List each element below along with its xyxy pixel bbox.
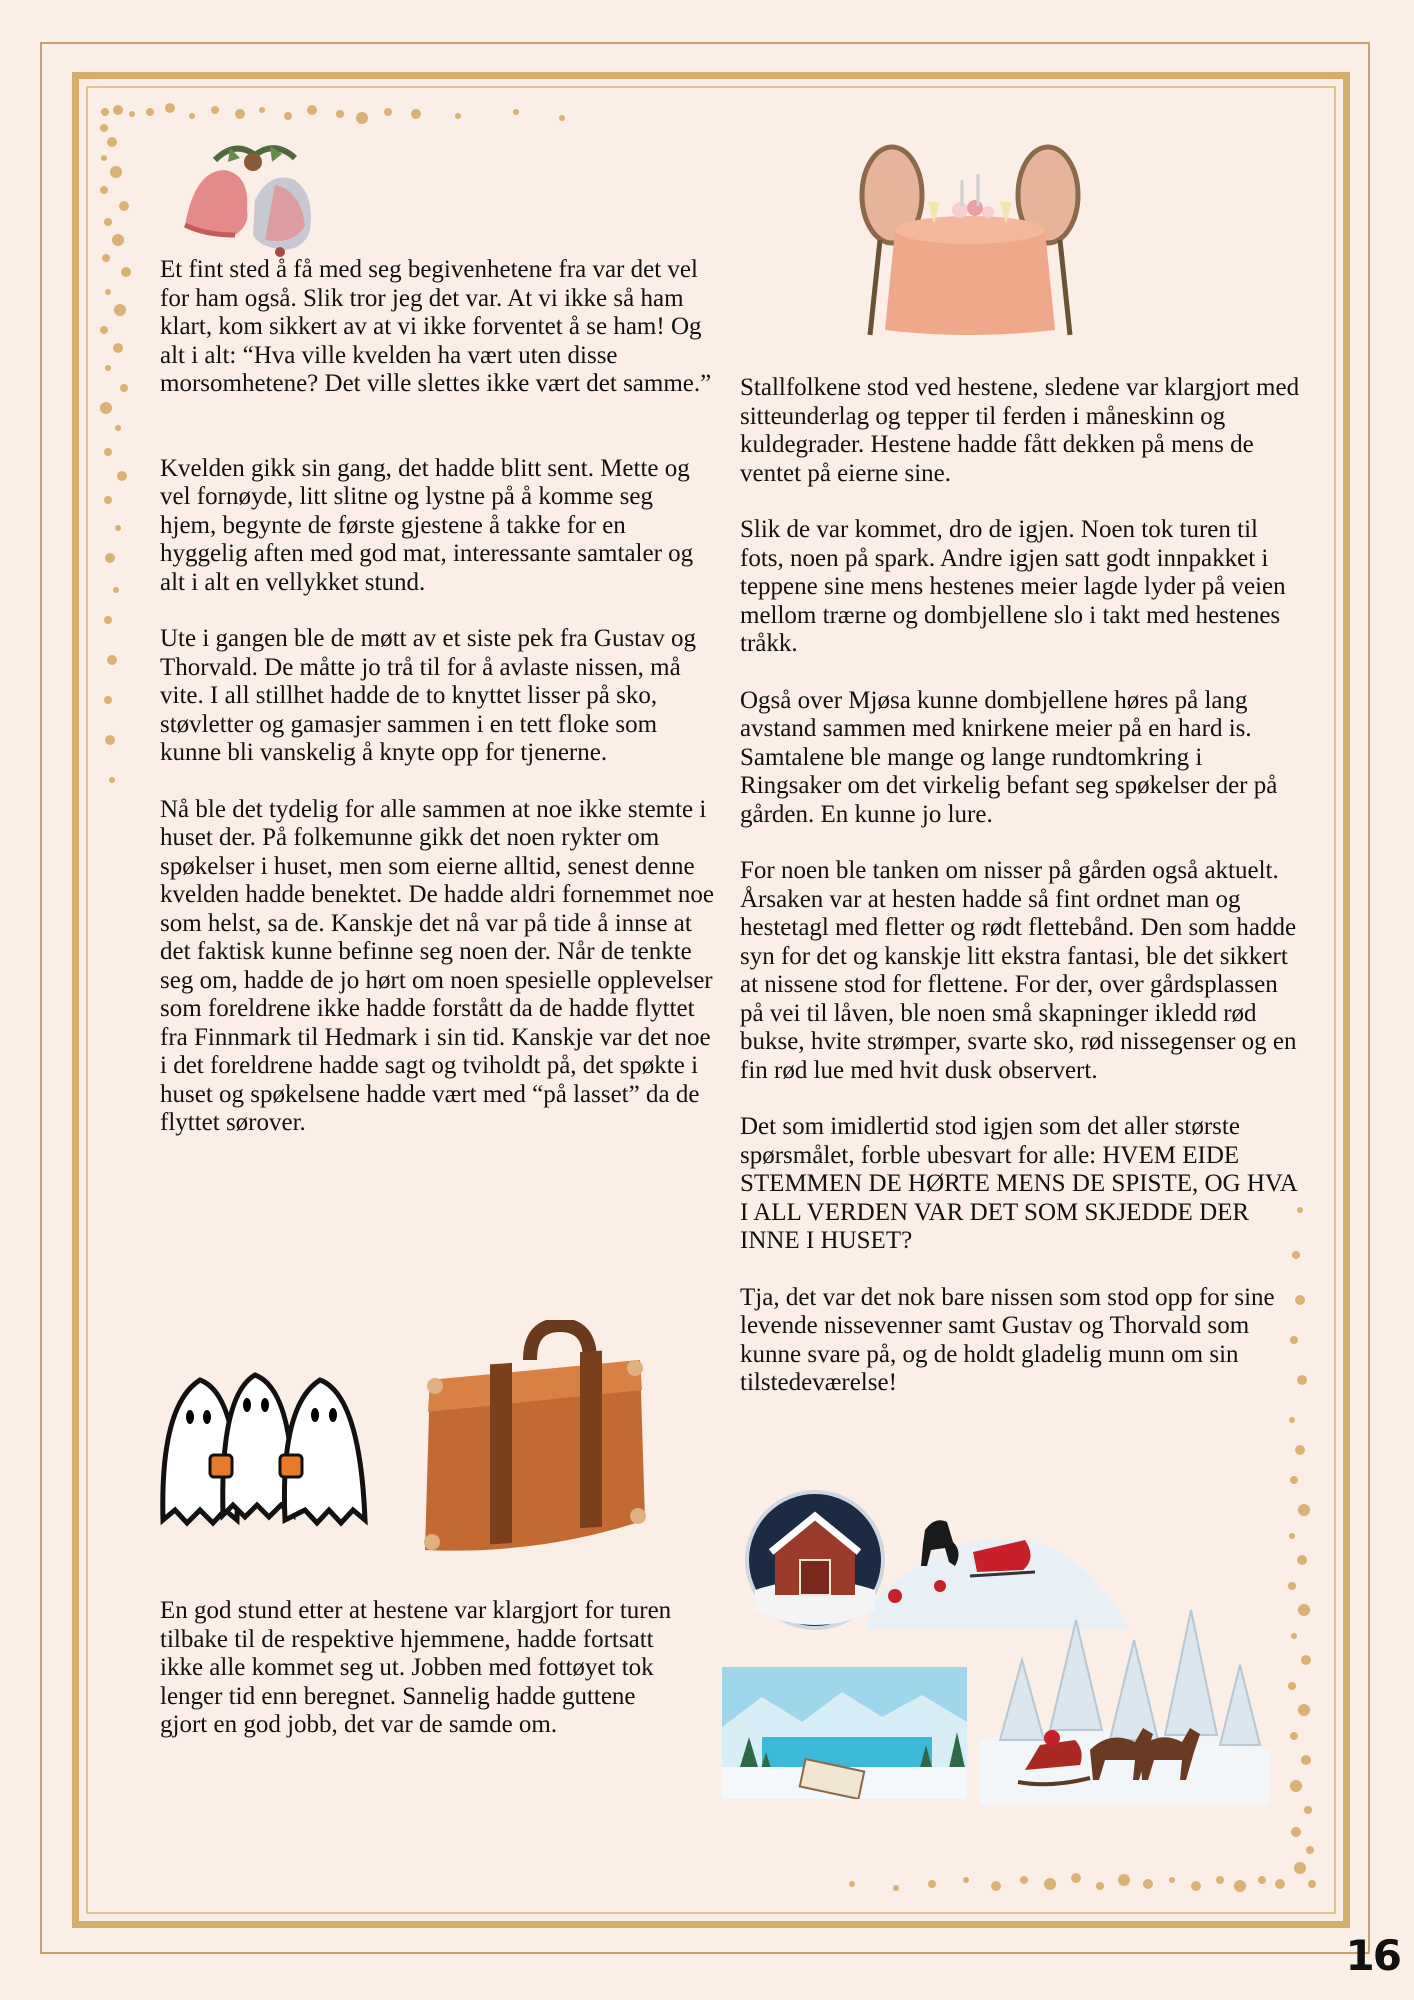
- right-paragraph-6: Tja, det var det nok bare nissen som stod opp for sine levende nissevenner samt Gustav og Thorvald som kunne svare på, og de holdt gladelig munn om sin tilstedeværelse!: [740, 1283, 1275, 1396]
- right-paragraph-2: Slik de var kommet, dro de igjen. Noen tok turen til fots, noen på spark. Andre igjen satt godt innpakket i teppene sine mens hestenes meier lagde lyder på veien mellom trærne og dombjellene slo i takt med hestenes tråkk.: [740, 516, 1286, 657]
- right-paragraph-5: Det som imidlertid stod igjen som det aller største spørsmålet, forble ubesvart for alle: HVEM EIDE STEMMEN DE HØRTE MENS DE SPISTE, OG HVA I ALL VERDEN VAR DET SOM SKJEDDE DER INNE I HUSET?: [740, 1113, 1297, 1254]
- dining-table-icon: [850, 140, 1090, 340]
- right-paragraph-3: Også over Mjøsa kunne dombjellene høres på lang avstand sammen med knirkene meier på en hard is. Samtalene ble mange og lange rundtomkring i Ringsaker om det virkelig befant seg spøkelser der på gården. En kunne jo lure.: [740, 686, 1278, 828]
- right-paragraph-4: For noen ble tanken om nisser på gården også aktuelt. Årsaken var at hesten hadde så fint ordnet man og hestetagl med fletter og rødt flettebånd. Den som hadde syn for det og kanskje litt ekstra fantasi, ble det sikkert at nissene stod for flettene. For der, over gårdsplassen på vei til låven, ble noen små skapninger ikledd rød bukse, hvite strømper, svarte sko, rød nissegenser og en fin rød lue med hvit dusk observert.: [740, 857, 1297, 1084]
- horse-sleigh-icon: [980, 1600, 1270, 1805]
- ghosts-icon: [155, 1365, 375, 1535]
- left-paragraph-1: Et fint sted å få med seg begivenhetene fra var det vel for ham også. Slik tror jeg det var. At vi ikke så ham klart, kom sikkert av at vi ikke forventet å se ham! Og alt i alt: “Hva ville kvelden ha vært uten disse morsomhetene? Det ville slettes ikke vært det samme.”: [160, 256, 712, 397]
- left-text-column: [160, 256, 715, 1138]
- suitcase-icon: [410, 1320, 650, 1560]
- left-paragraph-4: Nå ble det tydelig for alle sammen at noe ikke stemte i huset der. På folkemunne gikk det noen rykter om spøkelser i huset, men som eierne alltid, senest denne kvelden hadde benektet. De hadde aldri fornemmet noe som helst, sa de. Kanskje det nå var på tide å innse at det faktisk kunne befinne seg noen der. Når de tenkte seg om, hadde de jo hørt om noen spesielle opplevelser som foreldrene ikke hadde forstått da de hadde flyttet fra Finnmark til Hedmark i sin tid. Kanskje var det noe i det foreldrene hadde sagt og tviholdt på, det spøkte i huset og spøkelsene hadde vært med “på lasset” da de flyttet sørover.: [160, 795, 714, 1136]
- right-text-column: [740, 374, 1300, 1398]
- left-paragraph-3: Ute i gangen ble de møtt av et siste pek fra Gustav og Thorvald. De måtte jo trå til for å avlaste nissen, må vite. I all stillhet hadde de to knyttet lisser på sko, støvletter og gamasjer sammen i en tett floke som kunne bli vanskelig å knyte opp for tjenerne.: [160, 625, 696, 766]
- left-bottom-text: [160, 1597, 680, 1740]
- page-number: 16: [1345, 1931, 1400, 1980]
- left-paragraph-2: Kvelden gikk sin gang, det hadde blitt sent. Mette og vel fornøyde, litt slitne og lystne på å komme seg hjem, begynte de første gjestene å takke for en hyggelig aften med god mat, interessante samtaler og alt i alt en vellykket stund.: [160, 454, 694, 596]
- winter-landscape-icon: [722, 1667, 967, 1799]
- christmas-bells-icon: [175, 140, 325, 260]
- left-paragraph-5: En god stund etter at hestene var klargjort for turen tilbake til de respektive hjemmene, hadde fortsatt ikke alle kommet seg ut. Jobben med fottøyet tok lenger tid enn beregnet. Sannelig hadde guttene gjort en god jobb, det var de samde om.: [160, 1597, 672, 1738]
- right-paragraph-1: Stallfolkene stod ved hestene, sledene var klargjort med sitteunderlag og tepper til ferden i måneskinn og kuldegrader. Hestene hadde fått dekken på mens de ventet på eierne sine.: [740, 374, 1300, 487]
